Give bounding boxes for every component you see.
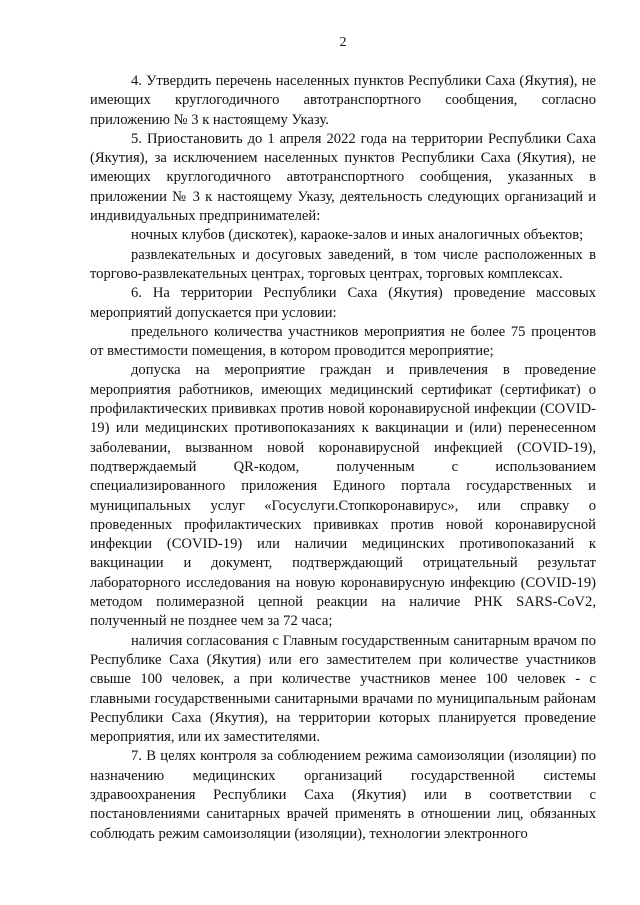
paragraph-admission-certificate: допуска на мероприятие граждан и привлечения в проведение мероприятия работников, имеющих медицинский сертификат (сертификат) о профилактических прививках против новой коронавирусной инфекции (COVID-19) или медицинских противопоказаниях к вакцинации и (или) перенесенном заболевании, вызванном новой коронавирусной инфекцией (COVID-19), подтверждаемый QR-кодом, полученным с использованием специализированного приложения Единого портала государственных и муниципальных услуг «Госуслуги.Стопкоронавирус», или справку о проведенных профилактических прививках против новой коронавирусной инфекции (COVID-19) или наличии медицинских противопоказаний к вакцинации и документ, подтверждающий отрицательный результат лабораторного исследования на новую коронавирусную инфекцию (COVID-19) методом полимеразной цепной реакции на наличие РНК SARS-CoV2, полученный не позднее чем за 72 часа; <box>90 362 596 630</box>
paragraph-item-5: 5. Приостановить до 1 апреля 2022 года на территории Республики Саха (Якутия), за исключением населенных пунктов Республики Саха (Якутия), не имеющих круглогодичного автотранспортного сообщения, указанных в приложении № 3 к настоящему Указу, деятельность следующих организаций и индивидуальных предпринимателей: <box>90 130 596 225</box>
paragraph-nightclubs: ночных клубов (дискотек), караоке-залов и иных аналогичных объектов; <box>131 227 584 244</box>
paragraph-item-4: 4. Утвердить перечень населенных пунктов Республики Саха (Якутия), не имеющих круглогодичного автотранспортного сообщения, согласно приложению № 3 к настоящему Указу. <box>90 73 596 128</box>
paragraph-item-6: 6. На территории Республики Саха (Якутия) проведение массовых мероприятий допускается при условии: <box>90 285 596 321</box>
paragraph-participant-limit: предельного количества участников мероприятия не более 75 процентов от вместимости помещения, в котором проводится мероприятие; <box>90 323 596 360</box>
document-body <box>90 72 596 844</box>
paragraph-item-7: 7. В целях контроля за соблюдением режима самоизоляции (изоляции) по назначению медицинских организаций государственной системы здравоохранения Республики Саха (Якутия) или в соответствии с постановлениями санитарных врачей применять в отношении лиц, обязанных соблюдать режим самоизоляции (изоляции), технологии электронного <box>90 748 596 842</box>
paragraph-approval: наличия согласования с Главным государственным санитарным врачом по Республике Саха (Якутия) или его заместителем при количестве участников свыше 100 человек, а при количестве участников менее 100 человек - с главными государственными санитарными врачами по муниципальным районам Республики Саха (Якутия), на территории которых планируется проведение мероприятия, или их заместителями. <box>90 632 596 746</box>
page-number: 2 <box>339 35 347 50</box>
paragraph-entertainment: развлекательных и досуговых заведений, в том числе расположенных в торгово-развлекательных центрах, торговых центрах, торговых комплексах. <box>90 246 596 282</box>
